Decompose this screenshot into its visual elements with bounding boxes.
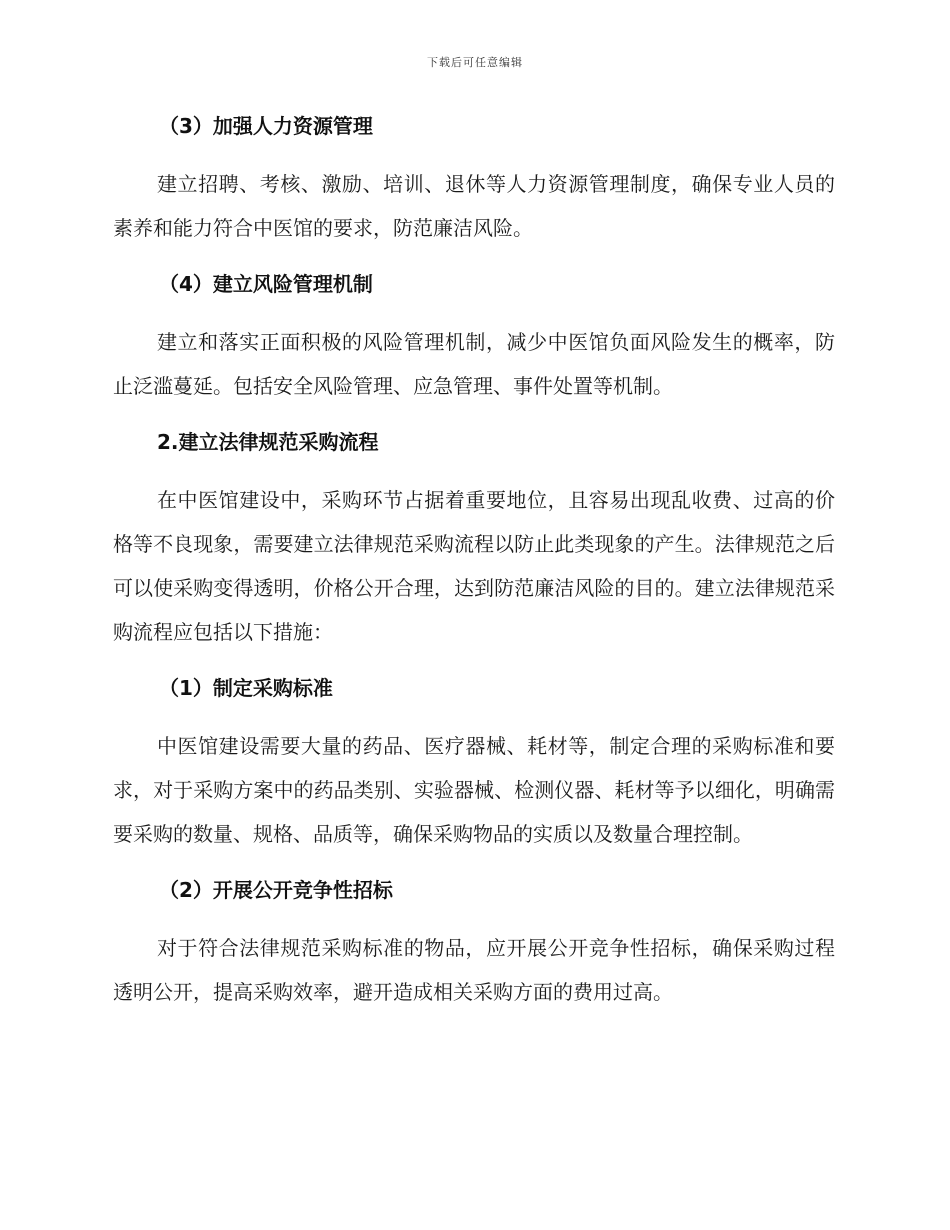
subheading-public-bidding: （2）开展公开竞争性招标 <box>159 878 393 902</box>
paragraph-public-bidding: 对于符合法律规范采购标准的物品，应开展公开竞争性招标，确保采购过程透明公开，提高采购效率，避开造成相关采购方面的费用过高。 <box>113 936 835 1004</box>
section-heading-procurement: 2.建立法律规范采购流程 <box>157 430 379 454</box>
subheading-procurement-standard: （1）制定采购标准 <box>159 676 333 700</box>
paragraph-risk-mechanism: 建立和落实正面积极的风险管理机制，减少中医馆负面风险发生的概率，防止泛滥蔓延。包括安全风险管理、应急管理、事件处置等机制。 <box>113 330 835 398</box>
paragraph-hr-management: 建立招聘、考核、激励、培训、退休等人力资源管理制度，确保专业人员的素养和能力符合中医馆的要求，防范廉洁风险。 <box>113 172 835 240</box>
paragraph-procurement-standard: 中医馆建设需要大量的药品、医疗器械、耗材等，制定合理的采购标准和要求，对于采购方案中的药品类别、实验器械、检测仪器、耗材等予以细化，明确需要采购的数量、规格、品质等，确保采购物品的实质以及数量合理控制。 <box>113 734 835 846</box>
subheading-risk-mechanism: （4）建立风险管理机制 <box>159 272 373 296</box>
page-header: 下载后可任意编辑 <box>427 56 523 69</box>
paragraph-procurement: 在中医馆建设中，采购环节占据着重要地位，且容易出现乱收费、过高的价格等不良现象，需要建立法律规范采购流程以防止此类现象的产生。法律规范之后可以使采购变得透明，价格公开合理，达到防范廉洁风险的目的。建立法律规范采购流程应包括以下措施： <box>113 488 835 644</box>
document-body <box>113 108 835 1030</box>
subheading-hr-management: （3）加强人力资源管理 <box>159 114 373 138</box>
